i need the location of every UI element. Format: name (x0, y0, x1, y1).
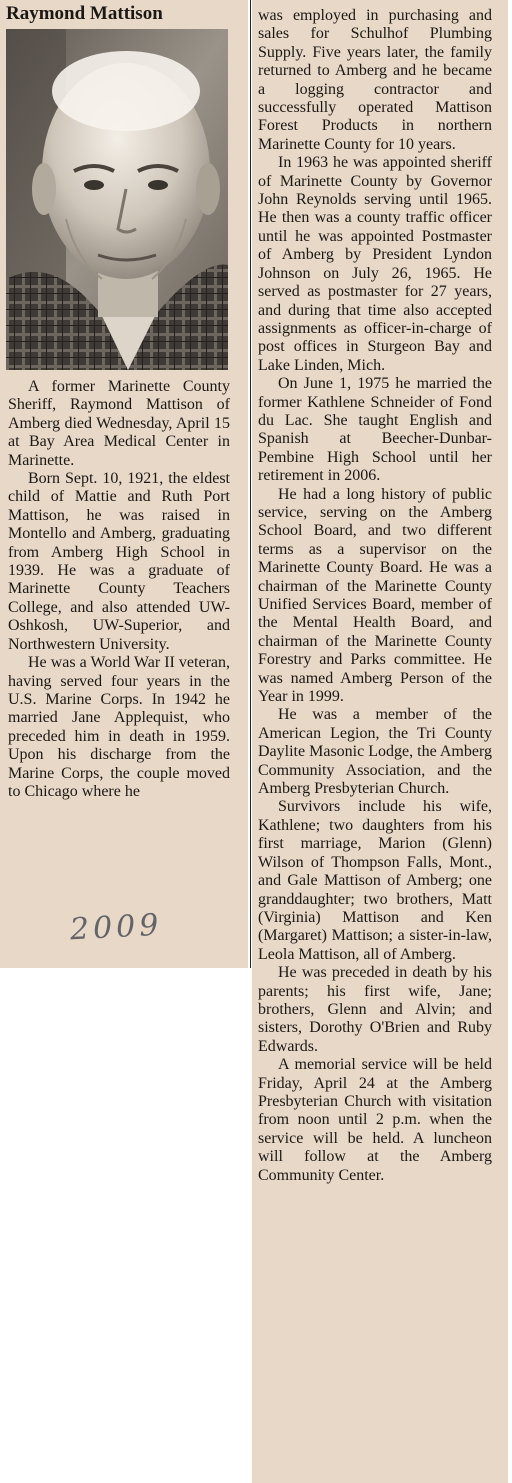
paragraph: Survivors include his wife, Kathlene; two daughters from his first marriage, Marion (Glenn) Wilson of Thompson Falls, Mont., and Gale Mattison of Amberg; one granddaughter; two brothers, Matt (Virginia) Mattison and Ken (Margaret) Mattison; a sister-in-law, Leola Mattison, all of Amberg. (258, 798, 492, 963)
paragraph: He was preceded in death by his parents; his first wife, Jane; brothers, Glenn and Alvin; and sisters, Dorothy O'Brien and Ruby Edwards. (258, 964, 492, 1055)
paragraph: A former Marinette County Sheriff, Raymond Mattison of Amberg died Wednesday, April 15 at Bay Area Medical Center in Marinette. (8, 378, 230, 469)
paragraph: was employed in purchasing and sales for Schulhof Plumbing Supply. Five years later, the family returned to Amberg and he became a logging contractor and successfully operated Mattison Forest Products in northern Marinette County for 10 years. (258, 7, 492, 153)
clipping-left-column (0, 0, 248, 968)
column-divider (250, 0, 251, 968)
paragraph: He had a long history of public service, serving on the Amberg School Board, and two different terms as a supervisor on the Marinette County Board. He was a chairman of the Marinette County Unified Services Board, member of the Mental Health Board, and chairman of the Marinette County Forestry and Parks committee. He was named Amberg Person of the Year in 1999. (258, 485, 492, 706)
paragraph: He was a World War II veteran, having served four years in the U.S. Marine Corps. In 1942 he married Jane Applequist, who preceded him in death in 1959. Upon his discharge from the Marine Corps, the couple moved to Chicago where he (8, 654, 230, 800)
paragraph: In 1963 he was appointed sheriff of Marinette County by Governor John Reynolds serving until 1965. He then was a county traffic officer until he was appointed Postmaster of Amberg by President Lyndon Johnson on July 26, 1965. He served as postmaster for 27 years, and during that time also accepted assignments as officer-in-charge of post offices in Sturgeon Bay and Lake Linden, Mich. (258, 154, 492, 374)
handwritten-year-note: 2009 (69, 907, 164, 948)
paragraph: On June 1, 1975 he married the former Kathlene Schneider of Fond du Lac. She taught English and Spanish at Beecher-Dunbar-Pembine High School until her retirement in 2006. (258, 375, 492, 485)
clipping-right-column (252, 0, 508, 1483)
paragraph: He was a member of the American Legion, the Tri County Daylite Masonic Lodge, the Amberg Community Association, and the Amberg Presbyterian Church. (258, 706, 492, 798)
right-column-body (258, 7, 492, 1185)
left-column-body (8, 378, 230, 801)
paragraph: A memorial service will be held Friday, April 24 at the Amberg Presbyterian Church with visitation from noon until 2 p.m. when the service will be held. A luncheon will follow at the Amberg Community Center. (258, 1056, 492, 1184)
obituary-headline: Raymond Mattison (6, 3, 163, 24)
portrait-photo (6, 29, 228, 370)
paragraph: Born Sept. 10, 1921, the eldest child of Mattie and Ruth Port Mattison, he was raised in Montello and Amberg, graduating from Amberg High School in 1939. He was a graduate of Marinette County Teachers College, and also attended UW-Oshkosh, UW-Superior, and Northwestern University. (8, 470, 230, 653)
